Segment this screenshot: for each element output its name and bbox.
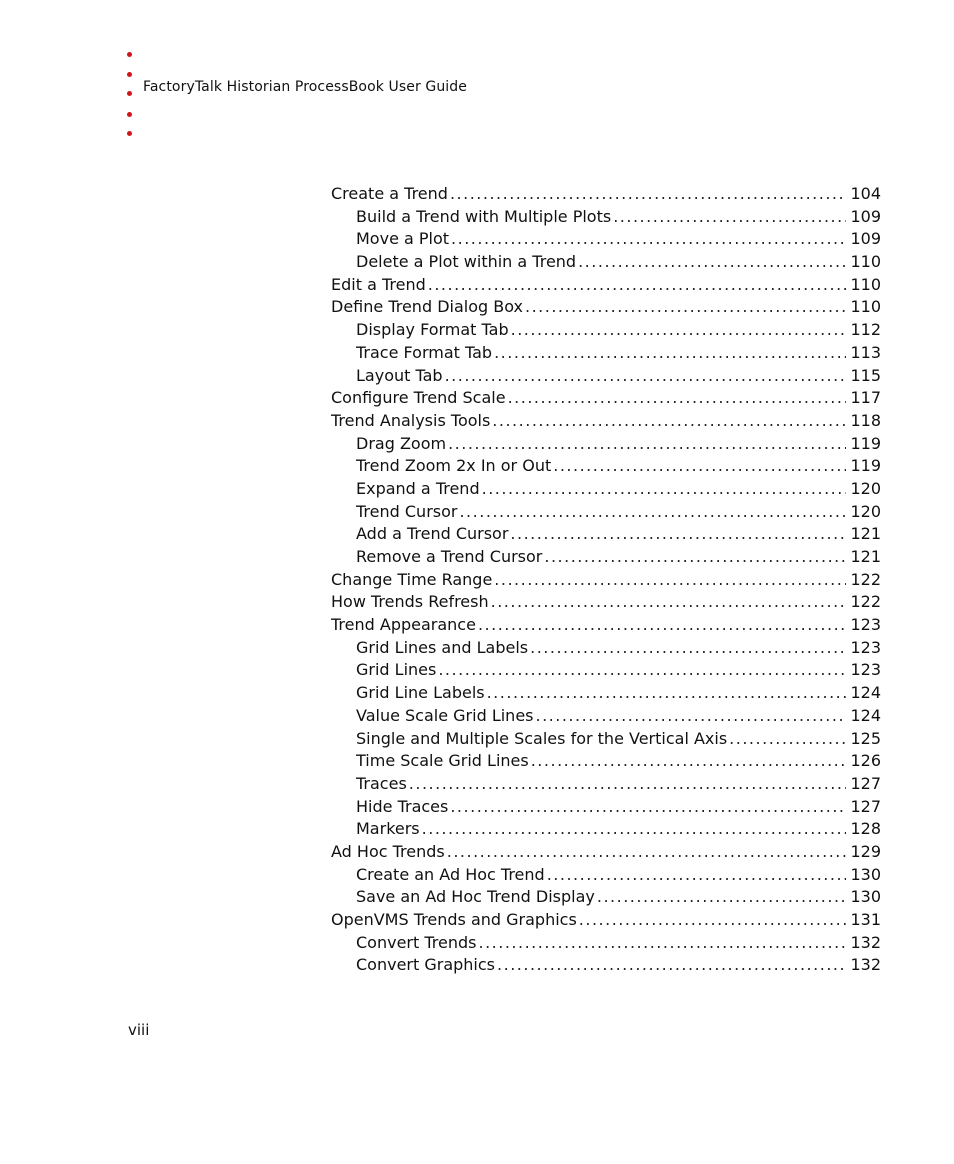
toc-entry[interactable] [331,705,881,728]
toc-dot-leader [553,455,846,478]
toc-dot-leader [511,319,847,342]
toc-entry[interactable] [331,591,881,614]
toc-entry[interactable] [331,296,881,319]
toc-entry[interactable] [331,433,881,456]
document-title: FactoryTalk Historian ProcessBook User Guide [143,79,467,95]
toc-entry[interactable] [331,319,881,342]
red-bullet-icon [127,72,132,77]
toc-entry-title: Trend Zoom 2x In or Out [356,456,552,476]
toc-entry-title: Remove a Trend Cursor [356,547,543,566]
toc-dot-leader [494,342,846,365]
toc-entry-page-number: 113 [850,342,881,362]
toc-entry[interactable] [331,773,881,796]
toc-entry[interactable] [331,478,881,501]
toc-entry-page-number: 130 [850,864,881,884]
toc-entry[interactable] [331,342,881,365]
toc-entry[interactable] [331,614,881,637]
toc-dot-leader [428,274,847,297]
toc-entry-page-number: 109 [850,206,881,226]
toc-dot-leader [530,637,846,660]
toc-dot-leader [531,750,847,773]
toc-entry-title: Delete a Plot within a Trend [356,252,577,272]
toc-entry-page-number: 123 [850,637,881,657]
toc-entry-page-number: 132 [850,932,881,952]
toc-dot-leader [492,410,846,433]
toc-entry-page-number: 121 [850,547,881,566]
toc-dot-leader [445,365,847,388]
toc-dot-leader [536,705,847,728]
toc-entry-title: Expand a Trend [356,478,480,498]
toc-entry-title: Save an Ad Hoc Trend Display [356,887,595,907]
toc-entry[interactable] [331,750,881,773]
toc-dot-leader [597,886,847,909]
toc-entry-page-number: 119 [850,433,881,453]
toc-entry-page-number: 104 [850,184,881,203]
toc-entry-title: Markers [356,819,420,839]
toc-dot-leader [448,433,846,456]
toc-entry-title: Single and Multiple Scales for the Vertical Axis [356,728,728,748]
toc-entry[interactable] [331,682,881,705]
toc-entry[interactable] [331,183,881,206]
toc-entry-title: Create an Ad Hoc Trend [356,864,545,884]
toc-entry-page-number: 123 [850,660,881,680]
toc-entry[interactable] [331,387,881,410]
toc-entry[interactable] [331,228,881,251]
toc-entry-page-number: 110 [850,252,881,272]
toc-entry-page-number: 122 [850,592,881,612]
page-number: viii [128,1021,150,1039]
toc-entry-page-number: 128 [850,819,881,839]
red-bullet-icon [127,52,132,57]
toc-entry[interactable] [331,864,881,887]
toc-entry-title: Build a Trend with Multiple Plots [356,206,612,226]
toc-entry-page-number: 130 [850,887,881,907]
toc-entry-page-number: 120 [850,478,881,498]
toc-entry-page-number: 115 [850,365,881,385]
toc-entry-title: Convert Trends [356,932,477,952]
toc-entry-title: Edit a Trend [331,274,426,294]
toc-dot-leader [438,659,846,682]
toc-entry-page-number: 112 [850,320,881,340]
toc-dot-leader [478,932,846,955]
toc-entry-page-number: 125 [850,728,881,748]
toc-entry-title: Trace Format Tab [356,342,493,362]
toc-entry-page-number: 124 [850,705,881,725]
toc-entry-page-number: 123 [850,615,881,635]
toc-entry-page-number: 129 [850,841,881,861]
toc-entry-title: Time Scale Grid Lines [356,751,529,771]
toc-entry-page-number: 109 [850,229,881,249]
toc-entry[interactable] [331,954,881,977]
toc-entry[interactable] [331,274,881,297]
toc-dot-leader [613,206,846,229]
toc-entry[interactable] [331,546,881,569]
toc-entry-page-number: 127 [850,773,881,793]
toc-entry-title: Layout Tab [356,365,443,385]
toc-entry-title: Display Format Tab [356,320,509,340]
toc-entry-page-number: 119 [850,456,881,476]
toc-entry-page-number: 117 [850,388,881,408]
toc-dot-leader [729,728,846,751]
toc-entry[interactable] [331,455,881,478]
toc-entry-title: Value Scale Grid Lines [356,705,534,725]
toc-entry-title: Traces [356,773,407,793]
toc-dot-leader [422,818,847,841]
toc-entry-title: Drag Zoom [356,433,447,453]
toc-entry-page-number: 122 [850,569,881,589]
toc-entry-title: Define Trend Dialog Box [331,297,523,317]
toc-entry-title: Grid Lines [356,660,437,680]
toc-entry-title: How Trends Refresh [331,592,489,612]
toc-dot-leader [482,478,847,501]
red-bullet-icon [127,131,132,136]
toc-dot-leader [547,864,847,887]
toc-entry-title: Trend Cursor [356,501,458,521]
toc-entry-title: Move a Plot [356,229,450,249]
toc-dot-leader [544,546,846,569]
toc-entry[interactable] [331,569,881,592]
table-of-contents [331,183,881,977]
toc-entry-page-number: 127 [850,796,881,816]
toc-entry-page-number: 126 [850,751,881,771]
toc-entry-title: Convert Graphics [356,955,496,975]
toc-entry-page-number: 110 [850,274,881,294]
toc-entry-title: Create a Trend [331,184,448,203]
toc-entry[interactable] [331,659,881,682]
toc-entry-page-number: 121 [850,524,881,544]
toc-entry[interactable] [331,365,881,388]
toc-entry[interactable] [331,932,881,955]
toc-dot-leader [450,183,847,206]
red-bullet-icon [127,91,132,96]
toc-entry[interactable] [331,637,881,660]
toc-dot-leader [525,296,846,319]
toc-entry-title: Add a Trend Cursor [356,524,509,544]
toc-entry[interactable] [331,841,881,864]
toc-dot-leader [491,591,847,614]
toc-entry-page-number: 132 [850,955,881,975]
red-bullet-icon [127,112,132,117]
toc-dot-leader [494,569,846,592]
toc-entry-title: OpenVMS Trends and Graphics [331,910,577,929]
toc-entry-page-number: 131 [850,910,881,929]
toc-entry[interactable] [331,728,881,751]
toc-dot-leader [510,523,846,546]
toc-entry[interactable] [331,206,881,229]
toc-entry[interactable] [331,796,881,819]
toc-dot-leader [450,796,846,819]
toc-entry[interactable] [331,909,881,932]
toc-dot-leader [497,954,846,977]
toc-entry-title: Grid Lines and Labels [356,637,529,657]
toc-dot-leader [579,909,847,932]
toc-entry-title: Trend Appearance [331,615,476,635]
toc-dot-leader [409,773,847,796]
toc-entry-title: Configure Trend Scale [331,388,506,408]
toc-dot-leader [451,228,846,251]
toc-dot-leader [578,251,846,274]
toc-entry-title: Change Time Range [331,569,493,589]
toc-entry-page-number: 120 [850,501,881,521]
toc-entry-title: Hide Traces [356,796,449,816]
toc-dot-leader [447,841,847,864]
toc-entry[interactable] [331,251,881,274]
toc-entry[interactable] [331,523,881,546]
toc-dot-leader [508,387,847,410]
toc-dot-leader [487,682,847,705]
toc-entry-page-number: 118 [850,410,881,430]
toc-entry-title: Grid Line Labels [356,683,485,703]
toc-dot-leader [459,501,846,524]
toc-entry-title: Trend Analysis Tools [331,410,491,430]
toc-entry[interactable] [331,818,881,841]
toc-entry-title: Ad Hoc Trends [331,841,445,861]
toc-dot-leader [478,614,847,637]
toc-entry[interactable] [331,886,881,909]
toc-entry-page-number: 124 [850,683,881,703]
toc-entry[interactable] [331,501,881,524]
toc-entry[interactable] [331,410,881,433]
toc-entry-page-number: 110 [850,297,881,317]
